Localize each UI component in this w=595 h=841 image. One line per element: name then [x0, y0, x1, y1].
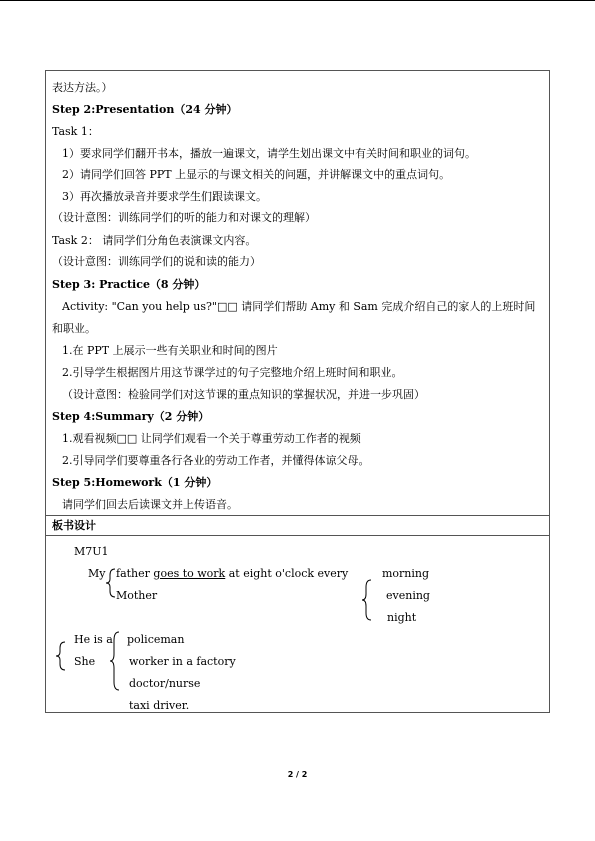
board-father-line: [116, 567, 348, 581]
text-line: 表达方法。）: [52, 81, 113, 94]
board-time-night: night: [387, 611, 417, 624]
design-note: （设计意图：训练同学们的听的能力和对课文的理解）: [52, 211, 316, 224]
text-line: 2.引导学生根据图片用这节课学过的句子完整地介绍上班时间和职业。: [62, 366, 403, 379]
page-number: 2 / 2: [287, 770, 308, 779]
board-job-policeman: policeman: [127, 633, 185, 646]
text-line: 2.引导同学们要尊重各行各业的劳动工作者，并懂得体谅父母。: [62, 454, 370, 467]
board-unit: M7U1: [74, 545, 109, 558]
board-job-worker: worker in a factory: [129, 655, 236, 668]
board-time-morning: morning: [382, 567, 430, 580]
left-brace-icon: [360, 578, 374, 622]
board-job-doctor: doctor/nurse: [129, 677, 201, 690]
board-time-evening: evening: [386, 589, 430, 602]
design-note: （设计意图：检验同学们对这节课的重点知识的掌握状况，并进一步巩固）: [62, 388, 425, 401]
board-he-is-a: He is a: [74, 633, 113, 646]
board-goes-to-work: goes to work: [153, 567, 226, 580]
task-heading: Task 1：: [52, 125, 99, 138]
text-line: 3）再次播放录音并要求学生们跟读课文。: [62, 190, 267, 203]
text-line: 和职业。: [52, 322, 96, 335]
text-line: 1.在 PPT 上展示一些有关职业和时间的图片: [62, 344, 278, 357]
design-note: （设计意图：训练同学们的说和读的能力）: [52, 255, 261, 268]
board-she: She: [74, 655, 96, 668]
step-heading: Step 4:Summary（2 分钟）: [52, 410, 210, 423]
text-line: Activity: "Can you help us?"□□ 请同学们帮助 Amy 和 Sam 完成介绍自己的家人的上班时间: [62, 300, 536, 313]
left-brace-icon: [108, 630, 122, 692]
row-divider: [45, 535, 550, 536]
board-father-rest: at eight o'clock every: [225, 567, 349, 580]
board-my: My: [88, 567, 106, 580]
step-heading: Step 3: Practice（8 分钟）: [52, 278, 206, 291]
text-line: 1.观看视频□□ 让同学们观看一个关于尊重劳动工作者的视频: [62, 432, 361, 445]
text-line: 2）请同学们回答 PPT 上显示的与课文相关的问题，并讲解课文中的重点词句。: [62, 168, 451, 181]
text-line: 1）要求同学们翻开书本，播放一遍课文，请学生划出课文中有关时间和职业的词句。: [62, 147, 476, 160]
board-mother: Mother: [116, 589, 158, 602]
step-heading: Step 5:Homework（1 分钟）: [52, 476, 218, 489]
header-rule: [0, 0, 595, 1]
task-heading: Task 2： 请同学们分角色表演课文内容。: [52, 234, 257, 247]
step-heading: Step 2:Presentation（24 分钟）: [52, 103, 238, 116]
text-line: 请同学们回去后读课文并上传语音。: [62, 498, 238, 511]
board-job-taxi: taxi driver.: [129, 699, 190, 712]
row-divider: [45, 515, 550, 516]
left-brace-icon: [54, 640, 68, 672]
board-father-text: father: [116, 567, 154, 580]
board-heading: 板书设计: [52, 519, 96, 532]
